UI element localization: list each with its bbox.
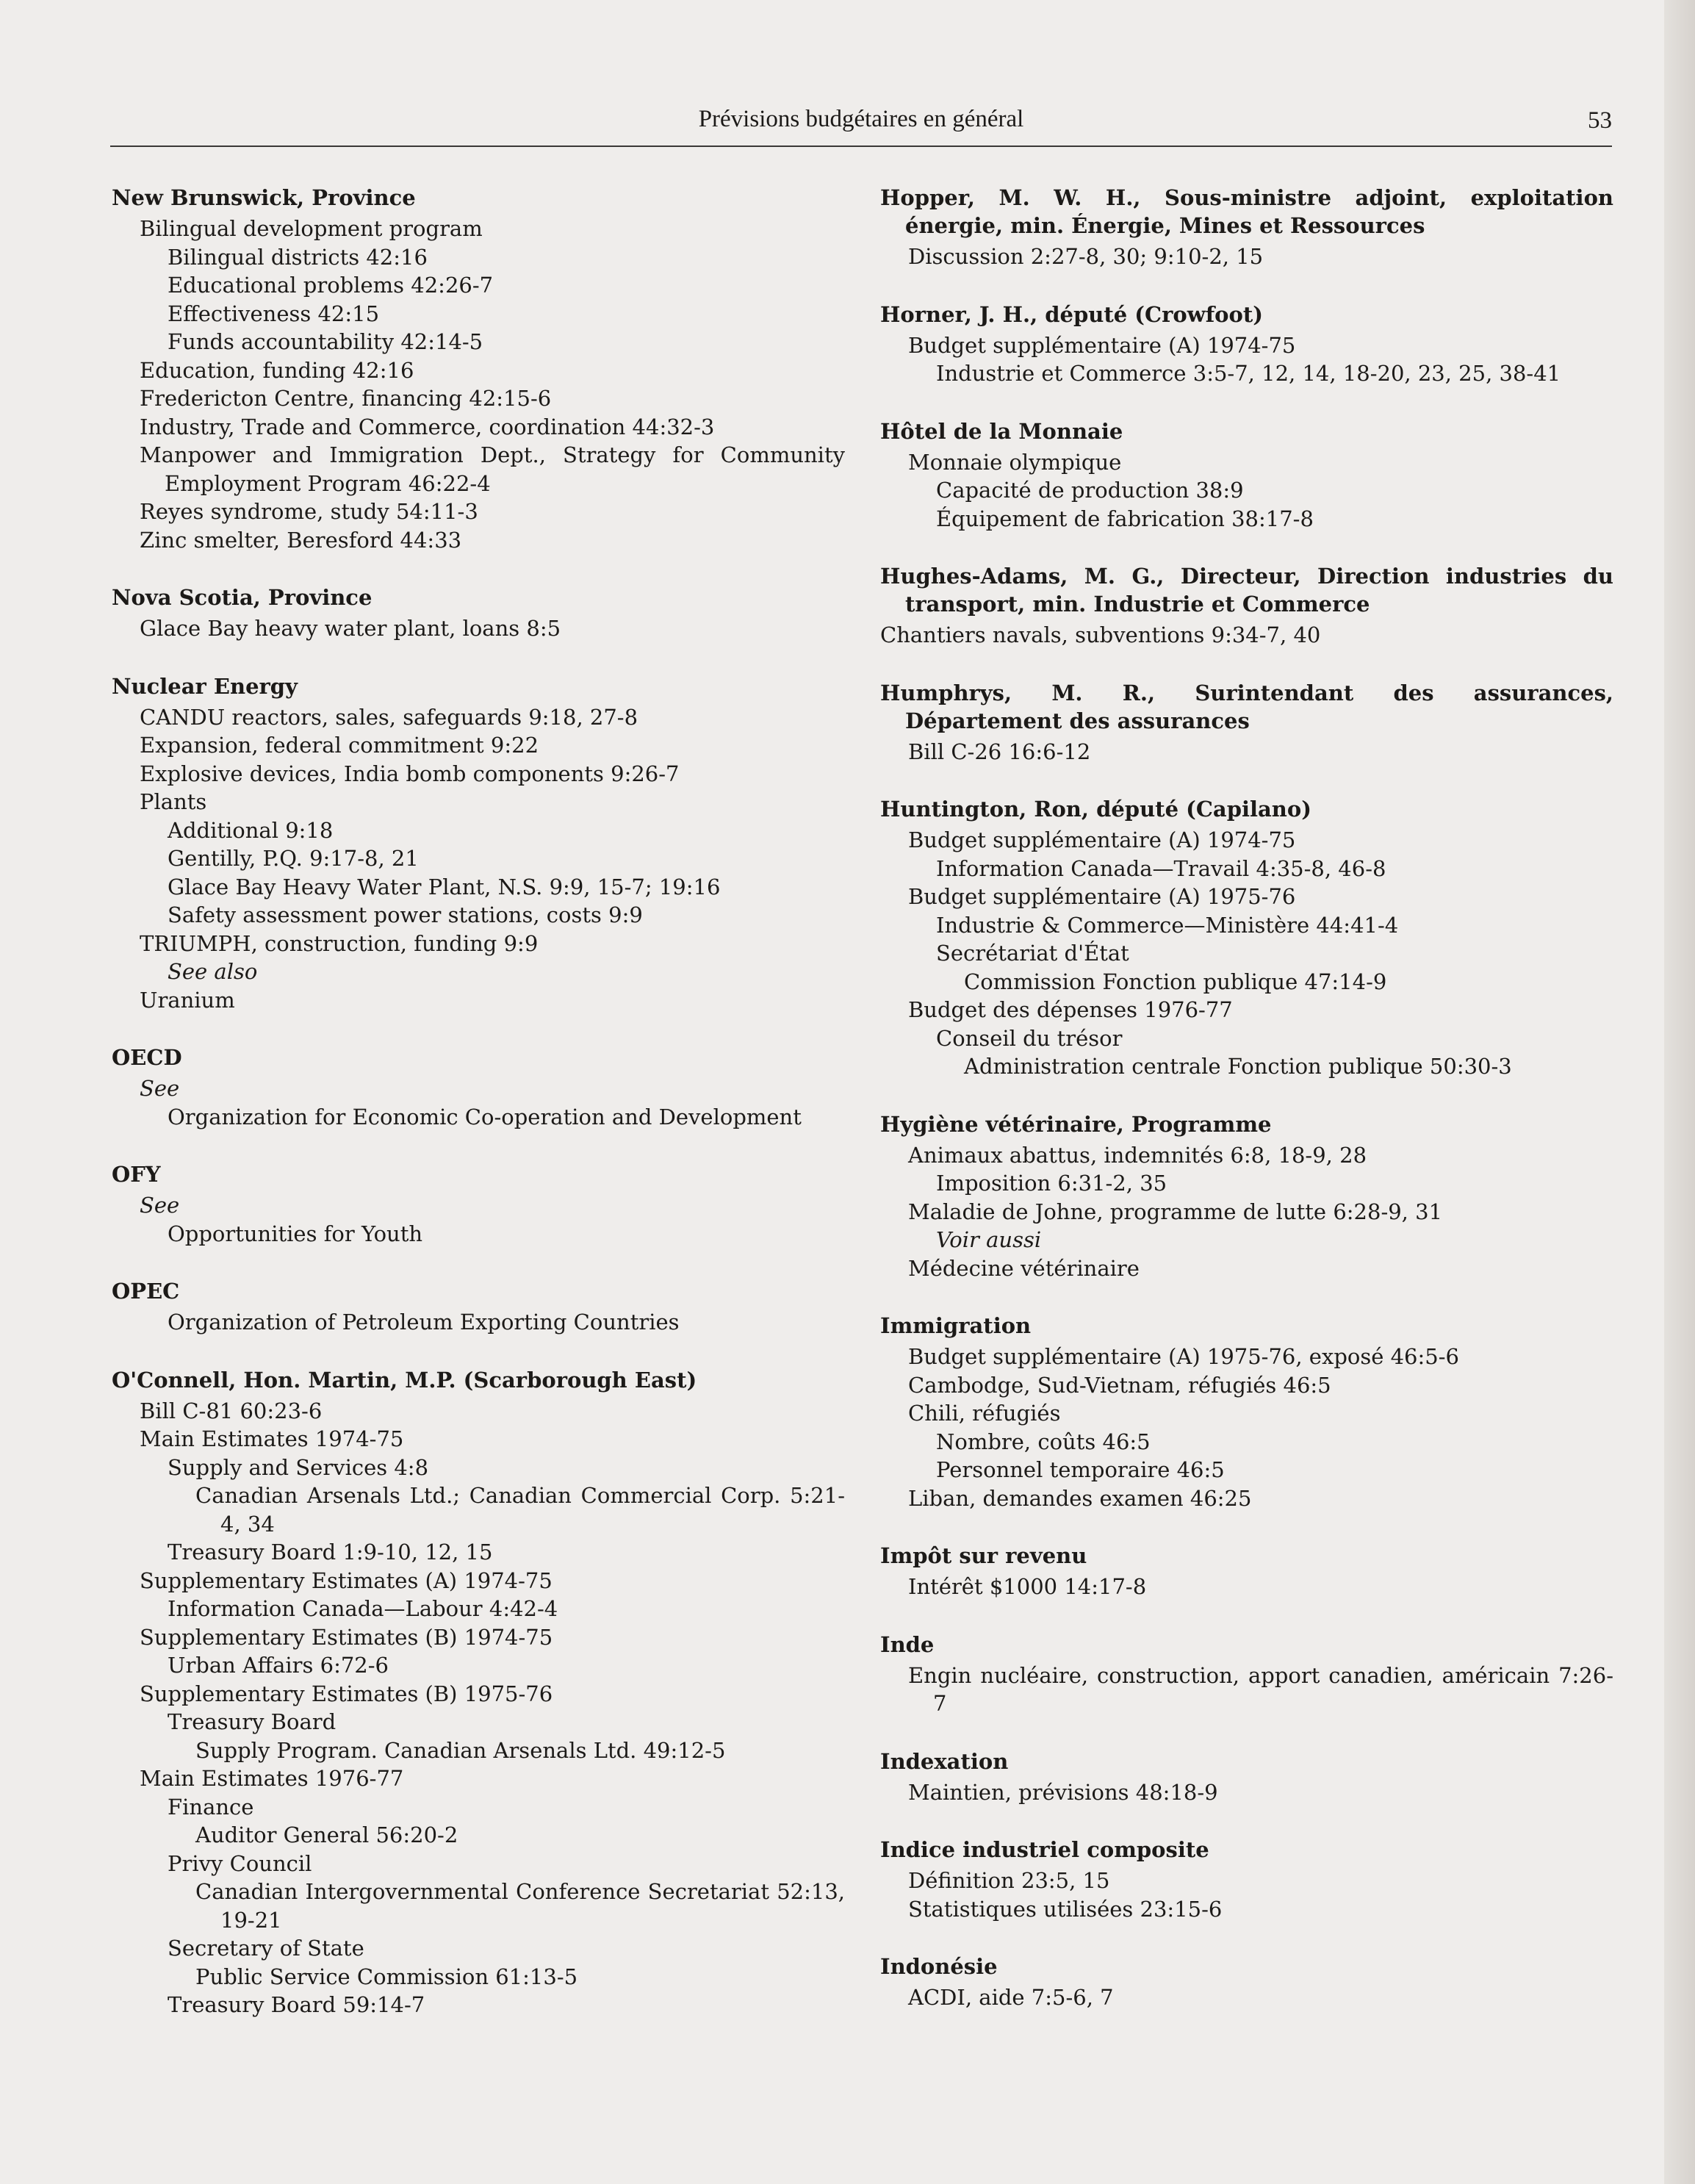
index-subentry: Définition 23:5, 15 xyxy=(908,1868,1110,1893)
index-subentry: Additional 9:18 xyxy=(168,817,334,843)
index-subentry: Supplementary Estimates (A) 1974-75 xyxy=(140,1567,553,1593)
index-subentry: Secretary of State xyxy=(168,1936,364,1961)
index-subentry: Education, funding 42:16 xyxy=(140,357,414,383)
header-title: Prévisions budgétaires en général xyxy=(698,106,1024,132)
index-subentry: Treasury Board 1:9-10, 12, 15 xyxy=(168,1540,493,1565)
index-subentry: Gentilly, P.Q. 9:17-8, 21 xyxy=(168,846,419,871)
index-subentry: Nombre, coûts 46:5 xyxy=(936,1429,1151,1454)
index-entry xyxy=(880,795,1613,1081)
index-column-right xyxy=(880,184,1613,2041)
index-entry xyxy=(112,1277,845,1337)
index-heading: Hygiène vétérinaire, Programme xyxy=(880,1111,1272,1137)
index-subentry: Supply Program. Canadian Arsenals Ltd. 49:12-5 xyxy=(195,1737,726,1763)
index-subentry: Budget supplémentaire (A) 1974-75 xyxy=(908,827,1296,852)
index-subentry: Bill C-26 16:6-12 xyxy=(908,739,1091,764)
index-entry xyxy=(112,184,845,554)
cross-reference: See xyxy=(140,1193,180,1218)
index-subentry: Expansion, federal commitment 9:22 xyxy=(140,733,539,758)
index-subentry: Budget supplémentaire (A) 1974-75 xyxy=(908,332,1296,358)
cross-reference: See xyxy=(140,1076,180,1101)
index-heading: Indexation xyxy=(880,1748,1009,1774)
index-subentry: Capacité de production 38:9 xyxy=(936,478,1244,503)
index-entry xyxy=(880,1953,1613,2012)
index-subentry: Bilingual districts 42:16 xyxy=(168,244,428,270)
index-heading: OECD xyxy=(112,1045,182,1070)
index-subentry: Supplementary Estimates (B) 1975-76 xyxy=(140,1681,553,1706)
index-subentry: Médecine vétérinaire xyxy=(908,1255,1140,1281)
page-number: 53 xyxy=(1588,107,1612,134)
index-subentry: Bill C-81 60:23-6 xyxy=(140,1398,323,1423)
index-subentry: Discussion 2:27-8, 30; 9:10-2, 15 xyxy=(908,244,1264,269)
index-subentry: Secrétariat d'État xyxy=(936,941,1129,966)
index-subentry: Cambodge, Sud-Vietnam, réfugiés 46:5 xyxy=(908,1372,1331,1398)
index-subentry: Supplementary Estimates (B) 1974-75 xyxy=(140,1624,553,1650)
index-subentry: Équipement de fabrication 38:17-8 xyxy=(936,506,1314,531)
index-subentry: Chantiers navals, subventions 9:34-7, 40 xyxy=(880,622,1321,647)
index-heading: Hughes-Adams, M. G., Directeur, Direction industries du transport, min. Industrie et Commerce xyxy=(880,564,1613,617)
index-subentry: Imposition 6:31-2, 35 xyxy=(936,1171,1167,1196)
index-subentry: Industrie & Commerce—Ministère 44:41-4 xyxy=(936,912,1399,938)
index-heading: OFY xyxy=(112,1162,161,1187)
index-entry xyxy=(112,1160,845,1248)
index-subentry: Organization for Economic Co-operation and Development xyxy=(168,1104,802,1129)
index-subentry: Plants xyxy=(140,789,207,814)
index-subentry: Maintien, prévisions 48:18-9 xyxy=(908,1779,1218,1805)
cross-reference: See also xyxy=(168,959,258,984)
index-subentry: Treasury Board xyxy=(168,1709,337,1734)
index-subentry: Glace Bay Heavy Water Plant, N.S. 9:9, 15-7; 19:16 xyxy=(168,874,721,899)
index-subentry: Safety assessment power stations, costs 9:9 xyxy=(168,902,643,927)
index-subentry: Information Canada—Travail 4:35-8, 46-8 xyxy=(936,855,1386,881)
index-subentry: Main Estimates 1974-75 xyxy=(140,1426,404,1451)
index-subentry: Canadian Intergovernmental Conference Secretariat 52:13, 19-21 xyxy=(195,1879,845,1933)
index-subentry: Privy Council xyxy=(168,1850,312,1876)
index-subentry: Bilingual development program xyxy=(140,216,483,241)
index-entry xyxy=(880,1631,1613,1718)
index-subentry: Intérêt $1000 14:17-8 xyxy=(908,1574,1147,1599)
index-entry xyxy=(880,562,1613,650)
index-entry xyxy=(880,1747,1613,1807)
index-subentry: Uranium xyxy=(140,987,235,1013)
index-subentry: Personnel temporaire 46:5 xyxy=(936,1457,1225,1482)
index-heading: OPEC xyxy=(112,1279,180,1304)
index-heading: Hopper, M. W. H., Sous-ministre adjoint, exploitation énergie, min. Énergie, Mines et Ressources xyxy=(880,185,1613,238)
index-subentry: Fredericton Centre, financing 42:15-6 xyxy=(140,386,552,411)
index-subentry: Effectiveness 42:15 xyxy=(168,301,380,326)
index-subentry: Opportunities for Youth xyxy=(168,1221,423,1246)
index-entry xyxy=(880,417,1613,534)
index-entry xyxy=(112,672,845,1015)
index-heading: Indice industriel composite xyxy=(880,1837,1209,1862)
index-heading: Horner, J. H., député (Crowfoot) xyxy=(880,301,1263,327)
index-heading: Huntington, Ron, député (Capilano) xyxy=(880,797,1311,822)
index-subentry: ACDI, aide 7:5-6, 7 xyxy=(908,1985,1114,2010)
index-subentry: CANDU reactors, sales, safeguards 9:18, 27-8 xyxy=(140,704,638,730)
index-subentry: Budget des dépenses 1976-77 xyxy=(908,997,1233,1022)
index-subentry: Liban, demandes examen 46:25 xyxy=(908,1485,1252,1511)
index-subentry: Administration centrale Fonction publique 50:30-3 xyxy=(964,1054,1512,1079)
index-heading: Hôtel de la Monnaie xyxy=(880,418,1123,444)
index-subentry: Industrie et Commerce 3:5-7, 12, 14, 18-20, 23, 25, 38-41 xyxy=(936,361,1561,386)
index-subentry: Engin nucléaire, construction, apport canadien, américain 7:26-7 xyxy=(908,1662,1613,1716)
index-subentry: Information Canada—Labour 4:42-4 xyxy=(168,1596,558,1621)
index-subentry: Treasury Board 59:14-7 xyxy=(168,1992,425,2017)
index-heading: Inde xyxy=(880,1631,935,1657)
index-subentry: Public Service Commission 61:13-5 xyxy=(195,1964,578,1989)
index-heading: Indonésie xyxy=(880,1954,998,1979)
index-subentry: Budget supplémentaire (A) 1975-76, exposé 46:5-6 xyxy=(908,1344,1459,1369)
index-heading: O'Connell, Hon. Martin, M.P. (Scarborough East) xyxy=(112,1367,697,1393)
index-subentry: Chili, réfugiés xyxy=(908,1401,1061,1426)
index-subentry: Funds accountability 42:14-5 xyxy=(168,329,483,354)
index-subentry: Urban Affairs 6:72-6 xyxy=(168,1653,389,1678)
index-entry xyxy=(880,1542,1613,1601)
index-subentry: Statistiques utilisées 23:15-6 xyxy=(908,1896,1223,1922)
index-subentry: Monnaie olympique xyxy=(908,449,1122,475)
index-entry xyxy=(112,1366,845,2019)
index-entry xyxy=(880,301,1613,388)
index-heading: Nuclear Energy xyxy=(112,673,298,699)
index-subentry: Zinc smelter, Beresford 44:33 xyxy=(140,527,462,553)
index-subentry: Organization of Petroleum Exporting Countries xyxy=(168,1310,680,1335)
index-subentry: Auditor General 56:20-2 xyxy=(195,1822,458,1847)
index-subentry: Reyes syndrome, study 54:11-3 xyxy=(140,499,478,524)
index-entry xyxy=(880,1312,1613,1512)
index-entry xyxy=(880,1836,1613,1923)
index-subentry: Canadian Arsenals Ltd.; Canadian Commercial Corp. 5:21-4, 34 xyxy=(195,1483,845,1537)
index-entry xyxy=(880,184,1613,271)
index-subentry: Main Estimates 1976-77 xyxy=(140,1766,404,1791)
index-entry xyxy=(880,679,1613,766)
index-entry xyxy=(112,583,845,643)
index-heading: Nova Scotia, Province xyxy=(112,585,373,610)
index-subentry: Maladie de Johne, programme de lutte 6:28-9, 31 xyxy=(908,1199,1443,1224)
index-subentry: Explosive devices, India bomb components 9:26-7 xyxy=(140,761,680,786)
index-column-left xyxy=(112,184,845,2049)
index-heading: Humphrys, M. R., Surintendant des assurances, Département des assurances xyxy=(880,680,1613,733)
index-subentry: Finance xyxy=(168,1794,254,1820)
index-subentry: Industry, Trade and Commerce, coordination 44:32-3 xyxy=(140,414,715,439)
cross-reference: Voir aussi xyxy=(936,1227,1042,1252)
index-subentry: Educational problems 42:26-7 xyxy=(168,273,494,298)
running-header xyxy=(110,103,1612,147)
index-heading: Immigration xyxy=(880,1313,1032,1338)
index-entry xyxy=(112,1043,845,1131)
index-subentry: TRIUMPH, construction, funding 9:9 xyxy=(140,930,539,956)
index-subentry: Glace Bay heavy water plant, loans 8:5 xyxy=(140,616,561,641)
index-heading: New Brunswick, Province xyxy=(112,185,416,210)
index-heading: Impôt sur revenu xyxy=(880,1543,1087,1568)
index-subentry: Animaux abattus, indemnités 6:8, 18-9, 28 xyxy=(908,1142,1367,1168)
index-subentry: Supply and Services 4:8 xyxy=(168,1454,429,1480)
index-subentry: Manpower and Immigration Dept., Strategy for Community Employment Program 46:22-4 xyxy=(140,442,845,496)
page-edge xyxy=(1664,0,1695,2184)
index-subentry: Budget supplémentaire (A) 1975-76 xyxy=(908,884,1296,909)
index-subentry: Commission Fonction publique 47:14-9 xyxy=(964,969,1387,994)
index-entry xyxy=(880,1110,1613,1283)
index-subentry: Conseil du trésor xyxy=(936,1025,1123,1051)
